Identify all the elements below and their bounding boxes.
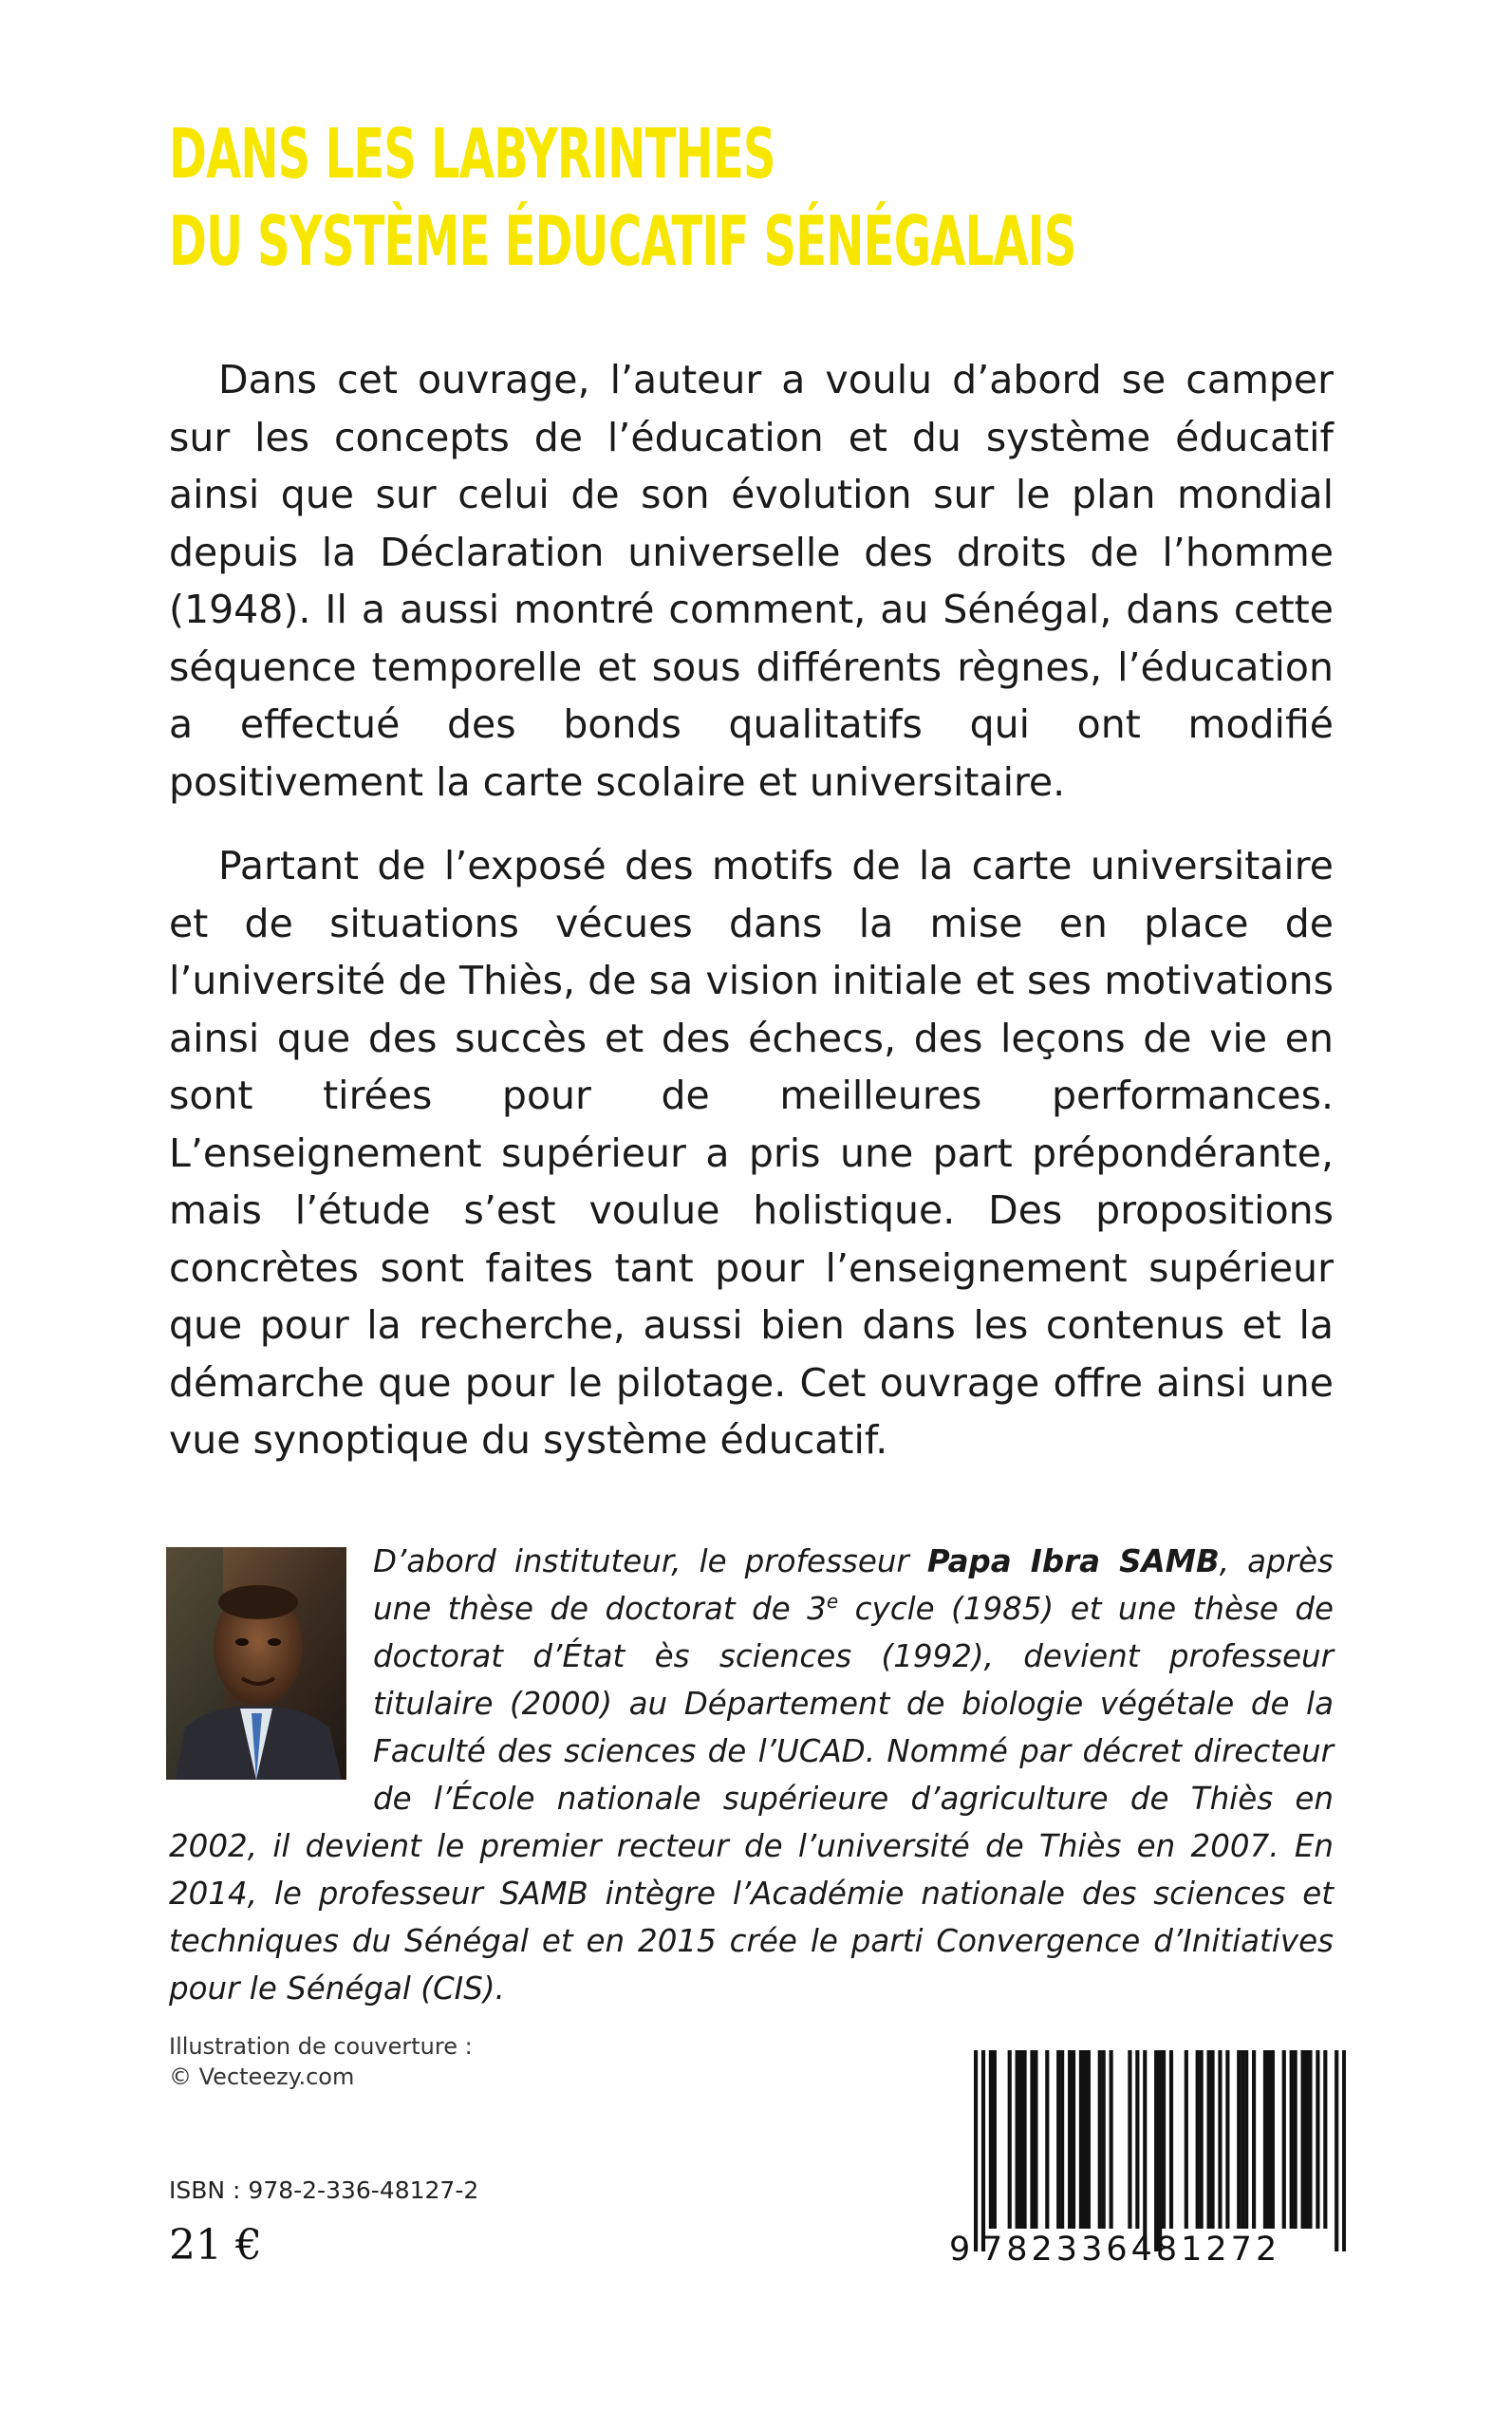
barcode-bar <box>1068 2050 1072 2229</box>
barcode-bar <box>1019 2050 1023 2229</box>
barcode-bar <box>993 2050 997 2229</box>
cover-illustration-credit <box>169 2031 644 2092</box>
barcode-bar <box>1304 2050 1308 2229</box>
barcode-digit-groups: 782336481272 <box>981 2231 1281 2269</box>
barcode-bar <box>1271 2050 1275 2229</box>
barcode-bar <box>1316 2050 1319 2229</box>
barcode-bar <box>1083 2050 1087 2229</box>
barcode-bar <box>1185 2050 1188 2229</box>
barcode-bar <box>981 2050 985 2251</box>
barcode-bar <box>1282 2050 1286 2229</box>
barcode-bar <box>1300 2050 1304 2229</box>
book-title-line-1: DANS LES LABYRINTHES <box>169 114 775 194</box>
barcode-bar <box>1294 2050 1297 2229</box>
credit-line-1: Illustration de couverture : <box>169 2033 473 2060</box>
isbn-number: ISBN : 978-2-336-48127-2 <box>169 2176 479 2204</box>
barcode-bar <box>1158 2050 1162 2251</box>
barcode-bar <box>1008 2050 1012 2229</box>
barcode-bar <box>1098 2050 1102 2229</box>
credit-line-2: © Vecteezy.com <box>169 2064 355 2090</box>
book-title <box>169 110 1076 285</box>
price: 21 € <box>169 2221 262 2269</box>
barcode-first-digit: 9 <box>949 2231 975 2269</box>
barcode-bar <box>1290 2050 1294 2229</box>
barcode-bar <box>1034 2050 1037 2229</box>
author-biography: D’abord instituteur, le professeur Papa Ibra SAMB, après une thèse de doctorat de 3e cycle (1985) et une thèse de doctorat d’État ès sciences (1992), devient professeur titulaire (2000) au Département de biologie végétale de la Faculté des sciences de l’UCAD. Nommé par décret directeur de l’École nationale supérieure d’agriculture de Thiès en 2002, il devient le premier recteur de l’université de Thiès en 2007. En 2014, le professeur SAMB intègre l’Académie nationale des sciences et techniques du Sénégal et en 2015 crée le parti Convergence d’Initiatives pour le Sénégal (CIS). <box>169 1543 1334 2007</box>
barcode-bar <box>1135 2050 1139 2229</box>
barcode-bar <box>1154 2050 1158 2251</box>
barcode-bar <box>1241 2050 1244 2229</box>
barcode-bar <box>1022 2050 1026 2229</box>
barcode-bar <box>1087 2050 1091 2229</box>
book-description <box>169 351 1334 1469</box>
barcode-bar <box>1056 2050 1060 2229</box>
barcode-bar <box>1169 2050 1173 2229</box>
barcode-bar <box>1200 2050 1204 2229</box>
description-paragraph-2: Partant de l’exposé des motifs de la carte universitaire et de situations vécues dans la mise en place de l’université de Thiès, de sa vision initiale et ses motivations ainsi que des succès et des échecs, des leçons de vie en sont tirées pour de meilleures performances. L’enseignement supérieur a pris une part prépondérante, mais l’étude s’est voulue holistique. Des propositions concrètes sont faites tant pour l’enseignement supérieur que pour la recherche, aussi bien dans les contenus et la démarche que pour le pilotage. Cet ouvrage offre ainsi une vue synoptique du système éducatif. <box>169 843 1334 1463</box>
barcode-bar <box>1060 2050 1064 2229</box>
barcode-bar <box>1045 2050 1049 2229</box>
barcode-bar <box>1252 2050 1256 2229</box>
barcode-bar <box>1128 2050 1131 2229</box>
barcode-bar <box>989 2050 993 2229</box>
barcode-bar <box>1218 2050 1222 2229</box>
barcode-bar <box>1342 2050 1346 2251</box>
barcode-bar <box>1210 2050 1214 2229</box>
barcode-bar <box>1206 2050 1210 2229</box>
barcode-bar <box>974 2050 978 2251</box>
description-paragraph-1: Dans cet ouvrage, l’auteur a voulu d’abord se camper sur les concepts de l’éducation et du système éducatif ainsi que sur celui de son évolution sur le plan mondial depuis la Déclaration universelle des droits de l’homme (1948). Il a aussi montré comment, au Sénégal, dans cette séquence temporelle et sous différents règnes, l’éducation a effectué des bonds qualitatifs qui ont modifié positivement la carte scolaire et universitaire. <box>169 357 1334 805</box>
barcode-bar <box>1072 2050 1075 2229</box>
barcode-bar <box>1244 2050 1248 2229</box>
barcode-bar <box>1143 2050 1147 2251</box>
barcode-bar <box>1016 2050 1019 2229</box>
barcode-bar <box>1196 2050 1200 2229</box>
book-title-line-2: DU SYSTÈME ÉDUCATIF SÉNÉGALAIS <box>169 201 1076 281</box>
barcode-icon <box>974 2050 1346 2251</box>
barcode-bar <box>1225 2050 1229 2229</box>
barcode-bar <box>1079 2050 1083 2229</box>
barcode-bar <box>1308 2050 1312 2229</box>
barcode-bar <box>1110 2050 1113 2229</box>
author-name: Papa Ibra SAMB <box>926 1543 1220 1579</box>
barcode-digits <box>949 2231 1348 2269</box>
barcode-bar <box>1102 2050 1106 2229</box>
barcode-bar <box>1263 2050 1267 2229</box>
barcode-bar <box>1323 2050 1327 2229</box>
barcode-bar <box>1162 2050 1166 2229</box>
barcode-bar <box>1335 2050 1338 2251</box>
barcode-bar <box>1237 2050 1241 2229</box>
barcode-bar <box>1030 2050 1034 2229</box>
barcode-bar <box>1267 2050 1271 2229</box>
